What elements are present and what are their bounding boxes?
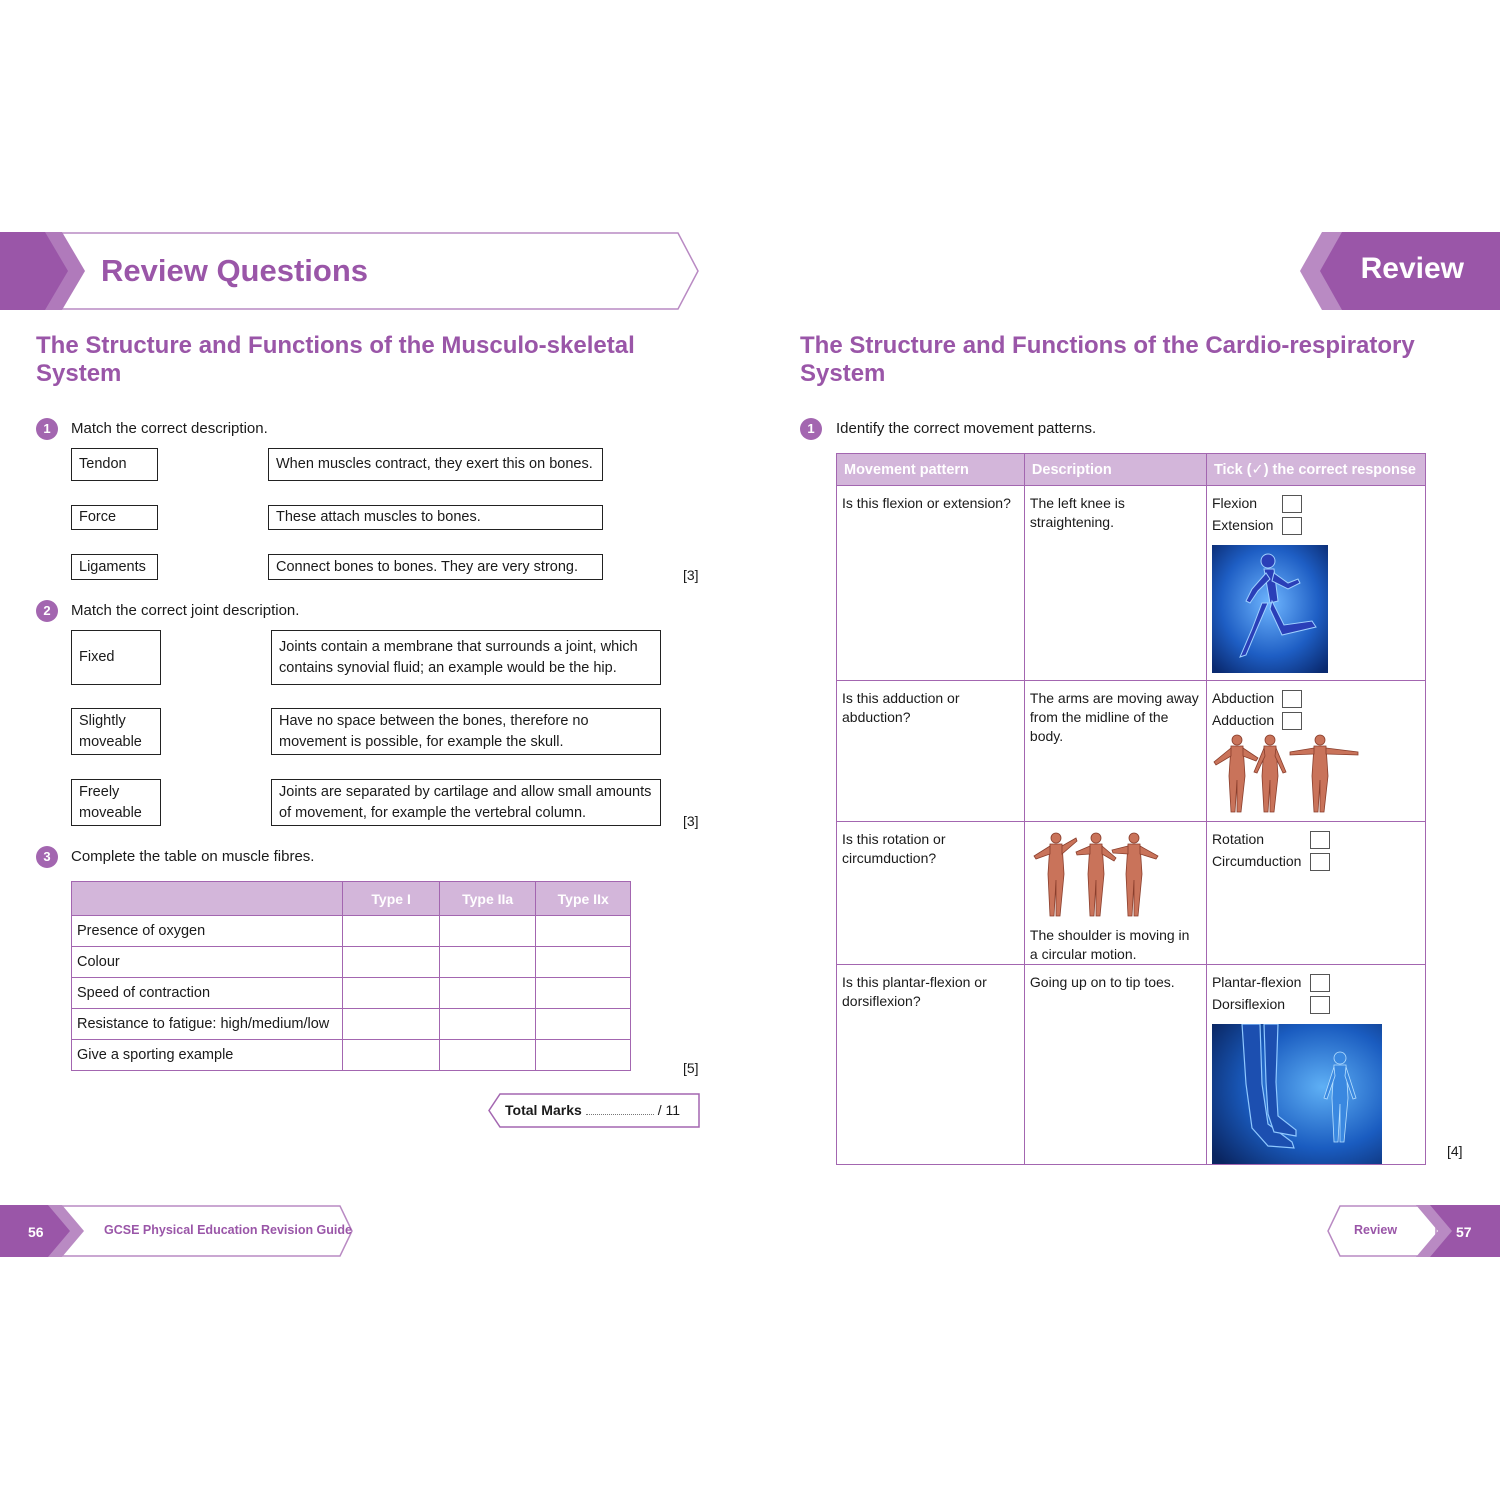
dorsiflexion-checkbox[interactable] <box>1310 996 1330 1014</box>
table-header: Movement pattern <box>837 454 1025 486</box>
review-questions-banner <box>0 232 700 310</box>
question-prompt: Identify the correct movement patterns. <box>836 420 1097 437</box>
question-number: 3 <box>36 846 58 868</box>
section-title-cardiorespiratory: The Structure and Functions of the Cardio-respiratory System <box>800 332 1415 387</box>
question-number: 1 <box>800 418 822 440</box>
joint-term-box[interactable]: Freely moveable <box>71 779 161 826</box>
table-row: Is this rotation or circumduction? The shoulder is moving in a circular motion. Rotation Circumduction <box>837 822 1426 965</box>
answer-cell[interactable] <box>343 978 440 1009</box>
term-box[interactable]: Force <box>71 505 158 530</box>
shoulder-rotation-image <box>1030 830 1162 920</box>
footer-title: Review <box>1354 1223 1398 1237</box>
answer-cell[interactable] <box>536 916 631 947</box>
tip-toes-image <box>1212 1024 1382 1164</box>
extension-checkbox[interactable] <box>1282 517 1302 535</box>
footer-right <box>1326 1205 1500 1257</box>
description-box[interactable]: These attach muscles to bones. <box>268 505 603 530</box>
answer-cell[interactable] <box>439 1040 536 1071</box>
banner-title-right: Review <box>1360 252 1464 285</box>
table-row: Presence of oxygen <box>72 916 631 947</box>
review-banner <box>1300 232 1500 310</box>
joint-term-box[interactable]: Fixed <box>71 630 161 685</box>
joint-term-box[interactable]: Slightly moveable <box>71 708 161 755</box>
runner-image <box>1212 545 1328 673</box>
answer-cell[interactable] <box>536 947 631 978</box>
anatomy-figures-image <box>1212 732 1362 816</box>
table-row: Speed of contraction <box>72 978 631 1009</box>
marks: [4] <box>1447 1143 1463 1159</box>
table-row: Is this flexion or extension? The left knee is straightening. Flexion Extension <box>837 486 1426 681</box>
total-marks-value: / 11 <box>657 1102 681 1118</box>
movement-patterns-table <box>836 453 1426 1165</box>
muscle-fibre-table <box>71 881 631 1071</box>
answer-cell[interactable] <box>536 1009 631 1040</box>
adduction-checkbox[interactable] <box>1282 712 1302 730</box>
term-box[interactable]: Ligaments <box>71 554 158 580</box>
answer-cell[interactable] <box>439 916 536 947</box>
answer-cell[interactable] <box>536 1040 631 1071</box>
answer-cell[interactable] <box>439 947 536 978</box>
table-header: Description <box>1024 454 1206 486</box>
table-header: Type I <box>343 882 440 916</box>
question-prompt: Match the correct description. <box>71 420 268 437</box>
total-marks-box <box>488 1093 700 1128</box>
answer-cell[interactable] <box>536 978 631 1009</box>
joint-description-box[interactable]: Joints are separated by cartilage and allow small amounts of movement, for example the vertebral column. <box>271 779 661 826</box>
table-header-blank <box>72 882 343 916</box>
joint-description-box[interactable]: Have no space between the bones, therefore no movement is possible, for example the skull. <box>271 708 661 755</box>
table-row: Give a sporting example <box>72 1040 631 1071</box>
page-number: 57 <box>1456 1224 1472 1240</box>
answer-cell[interactable] <box>343 1009 440 1040</box>
answer-cell[interactable] <box>439 1009 536 1040</box>
total-marks-label: Total Marks <box>505 1102 582 1118</box>
description-box[interactable]: When muscles contract, they exert this on bones. <box>268 448 603 481</box>
abduction-checkbox[interactable] <box>1282 690 1302 708</box>
answer-cell[interactable] <box>343 916 440 947</box>
marks: [5] <box>683 1060 699 1076</box>
question-prompt: Complete the table on muscle fibres. <box>71 848 315 865</box>
page-number: 56 <box>28 1224 44 1240</box>
answer-cell[interactable] <box>343 1040 440 1071</box>
question-number: 2 <box>36 600 58 622</box>
table-header: Tick (✓) the correct response <box>1206 454 1425 486</box>
joint-description-box[interactable]: Joints contain a membrane that surrounds a joint, which contains synovial fluid; an example would be the hip. <box>271 630 661 685</box>
answer-cell[interactable] <box>343 947 440 978</box>
plantar-flexion-checkbox[interactable] <box>1310 974 1330 992</box>
table-row: Colour <box>72 947 631 978</box>
table-row: Is this plantar-flexion or dorsiflexion? Going up on to tip toes. Plantar-flexion Dorsiflexion <box>837 965 1426 1165</box>
rotation-checkbox[interactable] <box>1310 831 1330 849</box>
table-header: Type IIx <box>536 882 631 916</box>
circumduction-checkbox[interactable] <box>1310 853 1330 871</box>
question-number: 1 <box>36 418 58 440</box>
answer-cell[interactable] <box>439 978 536 1009</box>
marks: [3] <box>683 813 699 829</box>
question-prompt: Match the correct joint description. <box>71 602 300 619</box>
table-header: Type IIa <box>439 882 536 916</box>
table-row: Is this adduction or abduction? The arms are moving away from the midline of the body. Abduction Adduction <box>837 681 1426 822</box>
term-box[interactable]: Tendon <box>71 448 158 481</box>
marks: [3] <box>683 567 699 583</box>
table-row: Resistance to fatigue: high/medium/low <box>72 1009 631 1040</box>
flexion-checkbox[interactable] <box>1282 495 1302 513</box>
total-marks-answer-line[interactable] <box>586 1114 654 1115</box>
banner-title: Review Questions <box>101 253 369 288</box>
footer-left <box>0 1205 355 1257</box>
description-box[interactable]: Connect bones to bones. They are very strong. <box>268 554 603 580</box>
section-title-musculoskeletal: The Structure and Functions of the Musculo-skeletal System <box>36 332 635 387</box>
footer-title: GCSE Physical Education Revision Guide <box>104 1223 352 1237</box>
